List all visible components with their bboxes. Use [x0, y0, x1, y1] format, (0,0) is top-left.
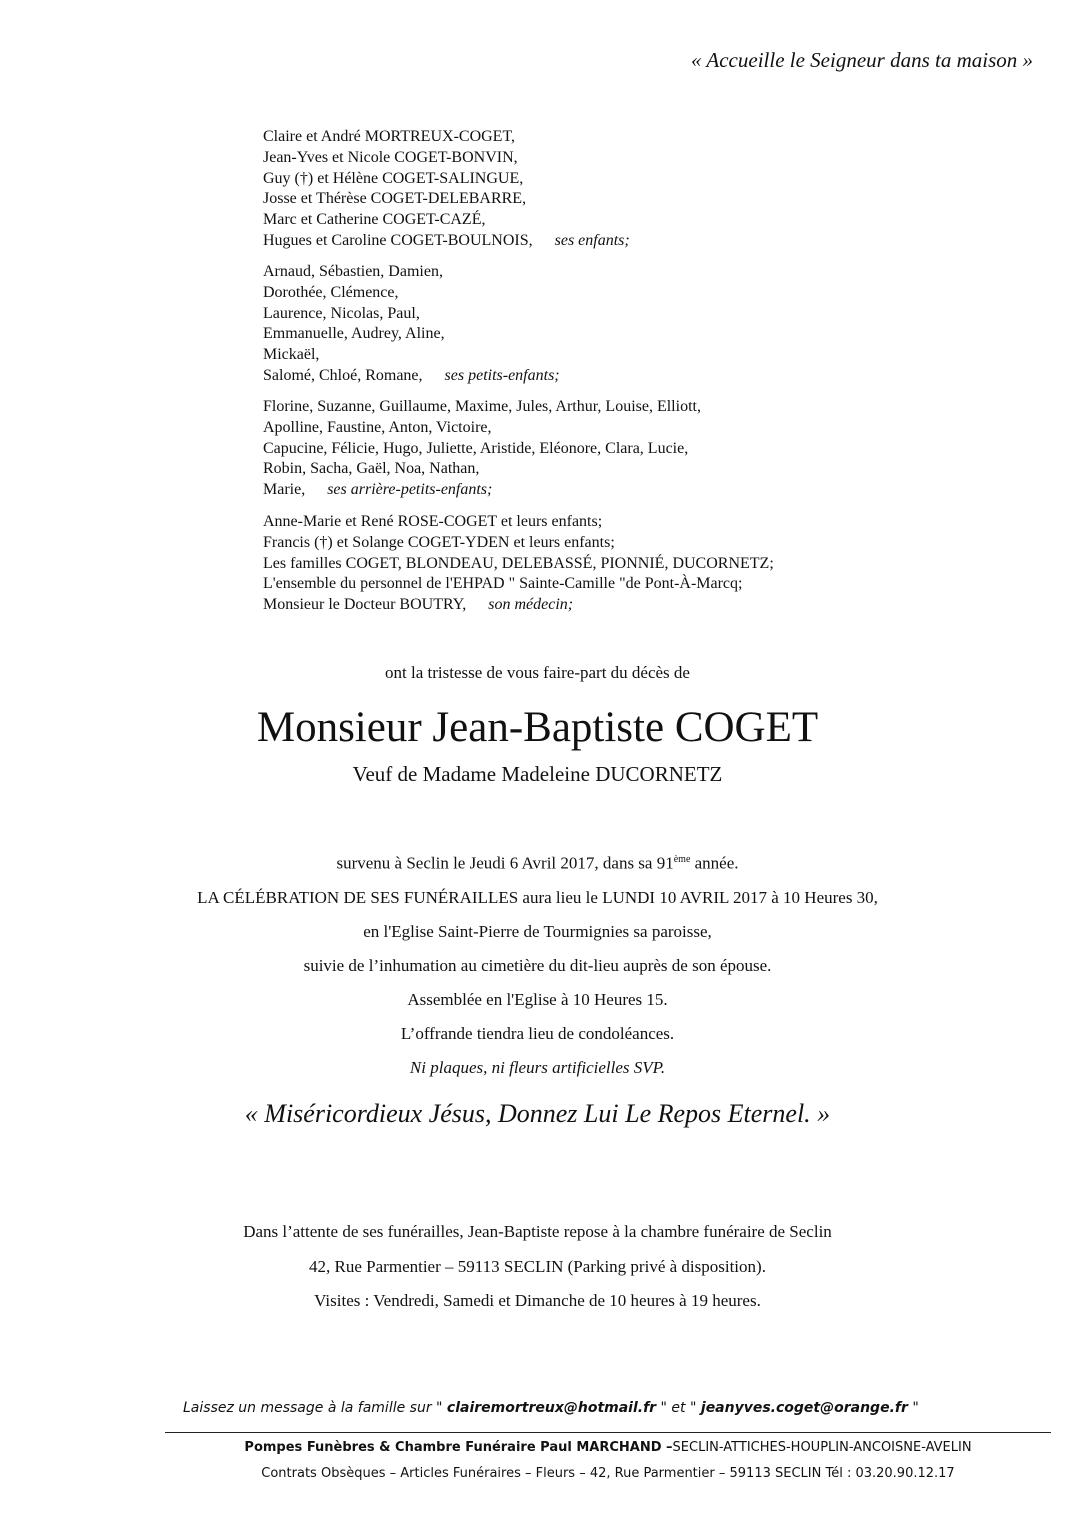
- family-line: Jean-Yves et Nicole COGET-BONVIN,: [263, 148, 518, 166]
- burial-line: suivie de l’inhumation au cimetière du dit-lieu auprès de son épouse.: [303, 955, 772, 975]
- family-line: Les familles COGET, BLONDEAU, DELEBASSÉ, PIONNIÉ, DUCORNETZ;: [263, 554, 774, 572]
- footer-services: Contrats Obsèques – Articles Funéraires – Fleurs – 42, Rue Parmentier – 59113 SECLIN Tél : 03.20.90.12.17: [261, 1466, 955, 1481]
- family-line: Marie,: [263, 481, 306, 499]
- relation-label: son médecin;: [488, 596, 574, 614]
- family-line: Marc et Catherine COGET-CAZÉ,: [263, 211, 486, 229]
- family-line: Dorothée, Clémence,: [263, 283, 399, 301]
- widow-line: Veuf de Madame Madeleine DUCORNETZ: [352, 762, 723, 786]
- family-line: Florine, Suzanne, Guillaume, Maxime, Jules, Arthur, Louise, Elliott,: [263, 398, 701, 415]
- email-link[interactable]: clairemortreux@hotmail.fr: [446, 1400, 657, 1416]
- assembly-line: Assemblée en l'Eglise à 10 Heures 15.: [407, 989, 668, 1009]
- family-line: Salomé, Chloé, Romane,: [263, 366, 423, 384]
- family-line: Monsieur le Docteur BOUTRY,: [263, 596, 467, 614]
- family-line: Mickaël,: [263, 346, 320, 364]
- family-line: Francis (†) et Solange COGET-YDEN et leurs enfants;: [263, 533, 615, 551]
- family-line: Guy (†) et Hélène COGET-SALINGUE,: [263, 169, 524, 187]
- visitation-info: [0, 1215, 1075, 1319]
- relation-label: ses arrière-petits-enfants;: [327, 481, 493, 499]
- family-line: Apolline, Faustine, Anton, Victoire,: [263, 418, 492, 436]
- others-group: [263, 512, 774, 616]
- family-line: Claire et André MORTREUX-COGET,: [263, 128, 516, 145]
- church-line: en l'Eglise Saint-Pierre de Tourmignies sa paroisse,: [363, 921, 712, 941]
- family-line: Arnaud, Sébastien, Damien,: [263, 263, 443, 280]
- family-line: L'ensemble du personnel de l'EHPAD " Sainte-Camille "de Pont-À-Marcq;: [263, 575, 743, 593]
- announcement-intro: ont la tristesse de vous faire-part du décès de: [385, 663, 690, 682]
- footer-divider: [165, 1432, 1051, 1433]
- email-link[interactable]: jeanyves.coget@orange.fr: [700, 1400, 908, 1416]
- grandchildren-group: [263, 262, 560, 387]
- family-line: Josse et Thérèse COGET-DELEBARRE,: [263, 190, 527, 208]
- celebration-line: LA CÉLÉBRATION DE SES FUNÉRAILLES aura lieu le LUNDI 10 AVRIL 2017 à 10 Heures 30,: [197, 887, 878, 907]
- visitation-line: Dans l’attente de ses funérailles, Jean-Baptiste repose à la chambre funéraire de Seclin: [243, 1222, 832, 1241]
- family-line: Emmanuelle, Audrey, Aline,: [263, 325, 445, 343]
- family-line: Capucine, Félicie, Hugo, Juliette, Aristide, Eléonore, Clara, Lucie,: [263, 439, 689, 457]
- children-group: [263, 127, 630, 252]
- family-line: Laurence, Nicolas, Paul,: [263, 304, 420, 322]
- prayer: « Miséricordieux Jésus, Donnez Lui Le Repos Eternel. »: [244, 1099, 831, 1128]
- relation-label: ses petits-enfants;: [444, 366, 560, 384]
- funeral-details: [0, 843, 1075, 1085]
- epigraph: « Accueille le Seigneur dans ta maison »: [691, 48, 1033, 72]
- offering-line: L’offrande tiendra lieu de condoléances.: [400, 1023, 675, 1043]
- death-line: survenu à Seclin le Jeudi 6 Avril 2017, dans sa 91ème année.: [336, 853, 739, 873]
- flowers-line: Ni plaques, ni fleurs artificielles SVP.: [409, 1057, 666, 1077]
- family-message: Laissez un message à la famille sur " clairemortreux@hotmail.fr " et " jeanyves.coget@orange.fr ": [183, 1400, 919, 1416]
- great-grandchildren-group: [263, 397, 701, 501]
- footer-company: Pompes Funèbres & Chambre Funéraire Paul MARCHAND –SECLIN-ATTICHES-HOUPLIN-ANCOISNE-AVELIN: [244, 1440, 972, 1455]
- ordinal-suffix: ème: [673, 854, 691, 865]
- address-line: 42, Rue Parmentier – 59113 SECLIN (Parking privé à disposition).: [309, 1256, 766, 1276]
- family-line: Hugues et Caroline COGET-BOULNOIS,: [263, 231, 533, 249]
- family-line: Anne-Marie et René ROSE-COGET et leurs enfants;: [263, 513, 603, 530]
- deceased-name: Monsieur Jean-Baptiste COGET: [256, 704, 819, 751]
- family-line: Robin, Sacha, Gaël, Noa, Nathan,: [263, 460, 480, 478]
- visit-hours-line: Visites : Vendredi, Samedi et Dimanche de 10 heures à 19 heures.: [314, 1291, 761, 1310]
- relation-label: ses enfants;: [554, 231, 630, 249]
